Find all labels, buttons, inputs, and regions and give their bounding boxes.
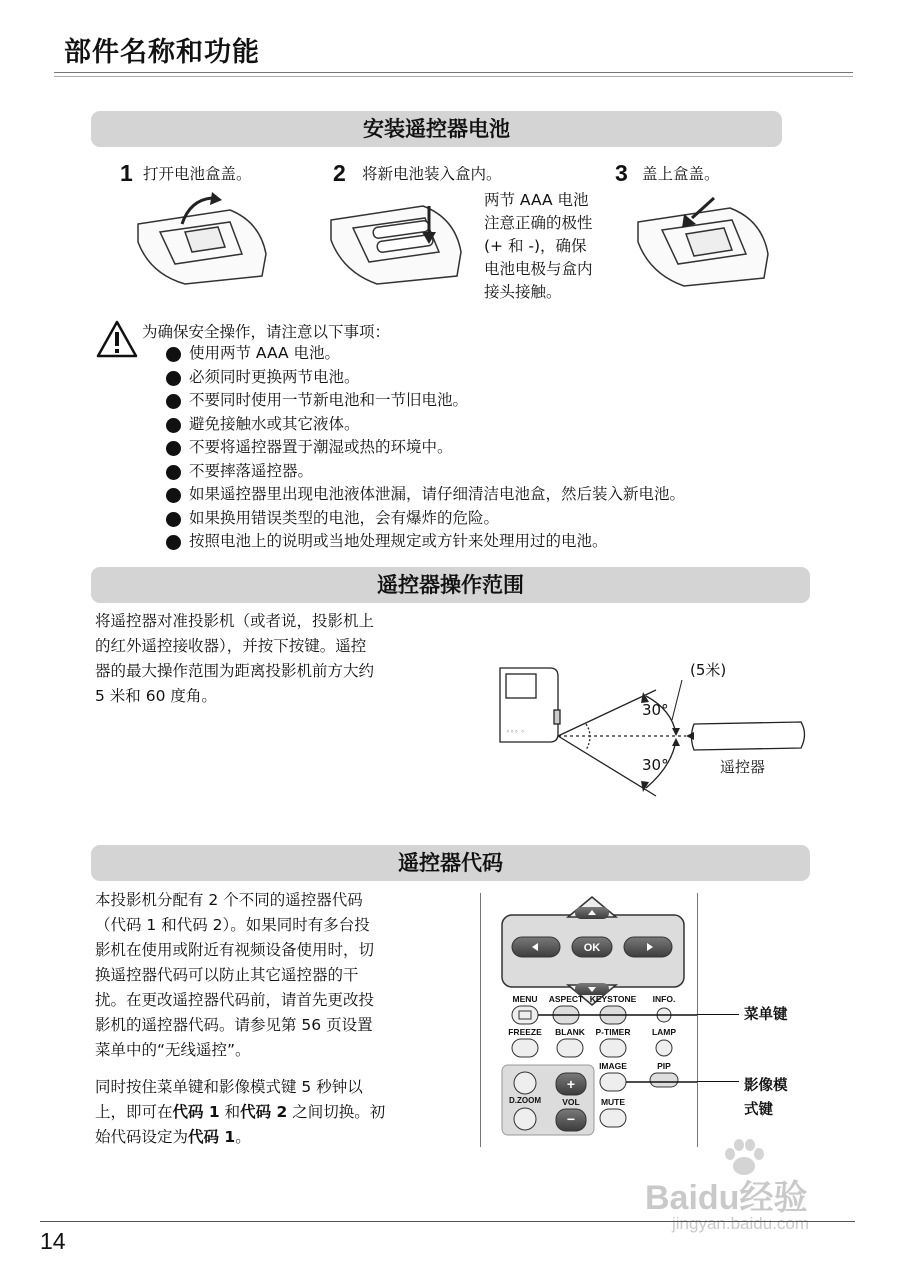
code-paragraph-2 — [95, 1075, 465, 1150]
range-line: 5 米和 60 度角。 — [95, 687, 217, 705]
remote-shape — [692, 722, 805, 750]
code-line: 影机的遥控器代码。请参见第 56 页设置 — [95, 1016, 373, 1034]
step-2-number: 2 — [333, 160, 346, 186]
remote-divider-right — [697, 893, 698, 1147]
aspect-label: ASPECT — [548, 994, 584, 1004]
range-line: 器的最大操作范围为距离投影机前方大约 — [95, 662, 375, 680]
code-1-label: 代码 1 — [188, 1128, 236, 1146]
range-section-heading — [91, 567, 810, 603]
code-line: 本投影机分配有 2 个不同的遥控器代码 — [95, 891, 363, 909]
range-line: 将遥控器对准投影机（或者说，投影机上 — [95, 612, 375, 630]
info-label: INFO. — [652, 994, 676, 1004]
header-rule-2 — [54, 76, 853, 77]
blank-label: BLANK — [555, 1027, 585, 1037]
code-p2-text: 和 — [219, 1103, 241, 1121]
warning-icon — [96, 320, 138, 358]
warning-item: 如果遥控器里出现电池液体泄漏，请仔细清洁电池盒，然后装入新电池。 — [165, 483, 685, 507]
code-1-label: 代码 1 — [172, 1103, 220, 1121]
pip-label: PIP — [657, 1061, 671, 1071]
step-1-text: 打开电池盒盖。 — [143, 165, 252, 183]
warning-item: 使用两节 AAA 电池。 — [165, 342, 685, 366]
page-number: 14 — [40, 1228, 66, 1254]
remote-divider-left — [480, 893, 481, 1147]
code-line: 菜单中的“无线遥控”。 — [95, 1041, 251, 1059]
open-cover-illustration — [130, 192, 275, 292]
battery-note-line: 注意正确的极性 — [484, 214, 593, 232]
range-paragraph — [95, 609, 455, 709]
code-p2-text: 。 — [235, 1128, 251, 1146]
image-key-callout — [744, 1074, 788, 1122]
warning-item: 不要将遥控器置于潮湿或热的环境中。 — [165, 436, 685, 460]
header-rule — [54, 72, 853, 73]
lamp-label: LAMP — [651, 1027, 677, 1037]
code-2-label: 代码 2 — [240, 1103, 288, 1121]
code-heading-text: 遥控器代码 — [398, 851, 503, 875]
battery-section-heading — [91, 111, 782, 147]
step-3-text: 盖上盒盖。 — [642, 165, 720, 183]
warning-item: 必须同时更换两节电池。 — [165, 366, 685, 390]
code-line: 扰。在更改遥控器代码前，请首先更改投 — [95, 991, 375, 1009]
menu-label: MENU — [512, 994, 538, 1004]
battery-note-line: (+ 和 -)，确保 — [484, 237, 587, 255]
page-title: 部件名称和功能 — [64, 37, 260, 68]
warning-item: 不要同时使用一节新电池和一节旧电池。 — [165, 389, 685, 413]
battery-note-line: 接头接触。 — [484, 283, 562, 301]
keystone-label: KEYSTONE — [589, 994, 637, 1004]
warning-item: 按照电池上的说明或当地处理规定或方针来处理用过的电池。 — [165, 530, 685, 554]
mute-label: MUTE — [600, 1097, 626, 1107]
warning-item: 避免接触水或其它液体。 — [165, 413, 685, 437]
code-p2-line-2 — [95, 1100, 465, 1125]
freeze-label: FREEZE — [508, 1027, 542, 1037]
range-heading-text: 遥控器操作范围 — [377, 573, 524, 597]
battery-note-line: 电池电极与盒内 — [484, 260, 593, 278]
code-paragraph-1 — [95, 888, 455, 1063]
code-line: 影机在使用或附近有视频设备使用时，切 — [95, 941, 375, 959]
code-line: 换遥控器代码可以防止其它遥控器的干 — [95, 966, 359, 984]
code-p2-text: 之间切换。初 — [287, 1103, 386, 1121]
warning-list — [165, 342, 685, 554]
footer-rule — [40, 1221, 855, 1222]
watermark-brand: Baidu经验 — [645, 1179, 808, 1217]
range-distance-label: (5米) — [690, 661, 727, 679]
step-3-number: 3 — [615, 160, 628, 186]
warning-item: 不要摔落遥控器。 — [165, 460, 685, 484]
remote-control-diagram — [492, 893, 697, 1143]
close-cover-illustration — [632, 190, 777, 292]
battery-heading-text: 安装遥控器电池 — [363, 117, 510, 141]
warning-intro: 为确保安全操作，请注意以下事项： — [142, 323, 391, 341]
watermark-url: jingyan.baidu.com — [672, 1214, 810, 1233]
range-angle-top: 30° — [642, 701, 669, 719]
dzoom-label: D.ZOOM — [509, 1096, 541, 1105]
warning-item: 如果换用错误类型的电池，会有爆炸的危险。 — [165, 507, 685, 531]
range-diagram — [496, 660, 816, 805]
insert-battery-illustration — [325, 188, 470, 292]
code-p2-text: 上，即可在 — [95, 1103, 173, 1121]
battery-note — [484, 189, 624, 304]
step-1-number: 1 — [120, 160, 133, 186]
callout-line-image — [697, 1081, 739, 1082]
p-timer-label: P-TIMER — [595, 1027, 631, 1037]
range-line: 的红外遥控接收器），并按下按键。遥控 — [95, 637, 367, 655]
range-angle-bottom: 30° — [642, 756, 669, 774]
ok-label: OK — [583, 942, 601, 954]
callout-line-menu — [697, 1014, 739, 1015]
battery-note-line: 两节 AAA 电池 — [484, 191, 589, 209]
image-key-callout-line: 式键 — [744, 1102, 773, 1118]
code-p2-line-1: 同时按住菜单键和影像模式键 5 秒钟以 — [95, 1078, 363, 1096]
svg-text:◦◦◦ ◦: ◦◦◦ ◦ — [506, 728, 525, 736]
range-remote-label: 遥控器 — [720, 758, 766, 776]
image-label: IMAGE — [599, 1061, 627, 1071]
svg-text:+: + — [566, 1076, 576, 1092]
svg-text:−: − — [566, 1111, 576, 1127]
code-line: （代码 1 和代码 2）。如果同时有多台投 — [95, 916, 370, 934]
step-2-text: 将新电池装入盒内。 — [362, 165, 502, 183]
code-section-heading — [91, 845, 810, 881]
code-p2-text: 始代码设定为 — [95, 1128, 189, 1146]
vol-label: VOL — [562, 1097, 580, 1107]
code-p2-line-3 — [95, 1125, 465, 1150]
image-key-callout-line: 影像模 — [744, 1078, 788, 1094]
paw-icon — [722, 1138, 766, 1178]
menu-key-callout: 菜单键 — [744, 1007, 788, 1023]
